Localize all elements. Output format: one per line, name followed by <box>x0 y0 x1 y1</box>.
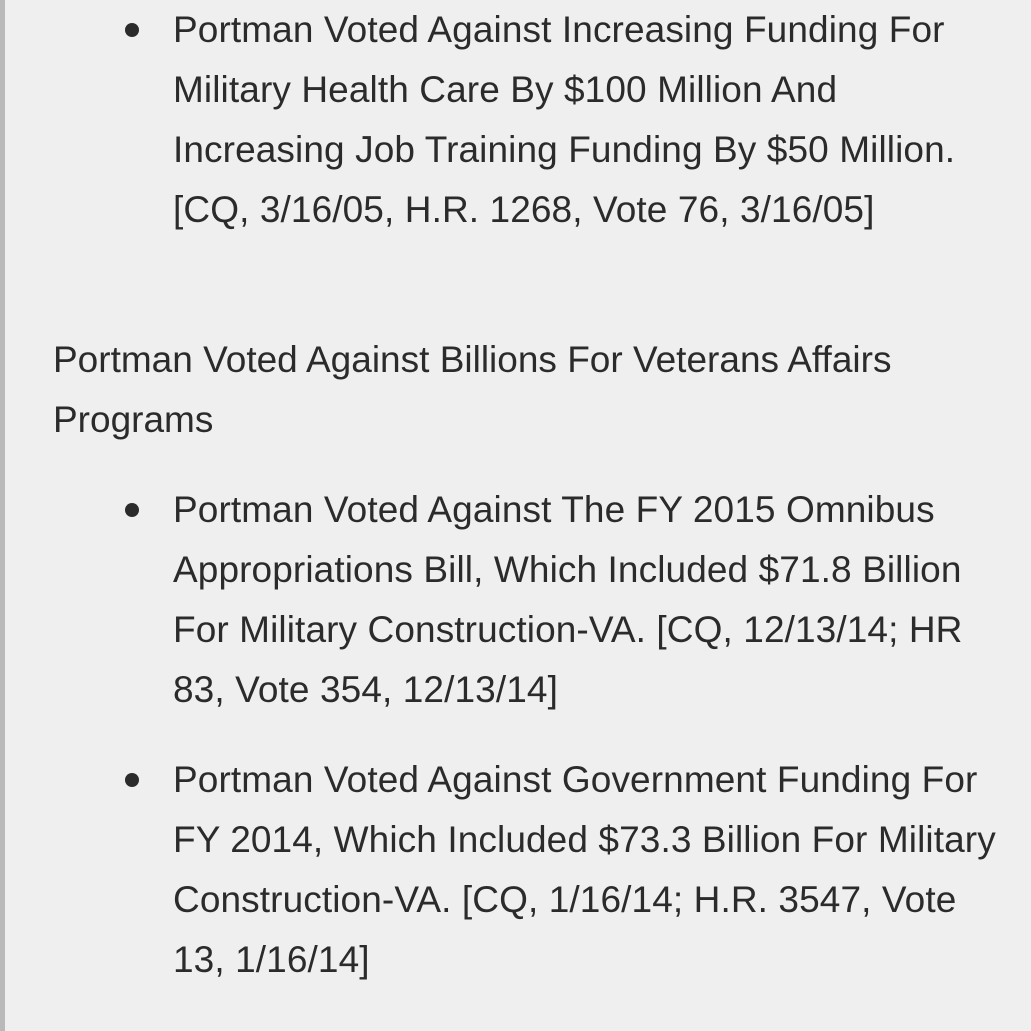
bullet-item-military-health-care <box>173 0 1003 240</box>
section-heading: Portman Voted Against Billions For Veterans Affairs Programs <box>53 339 892 440</box>
bullet-dot-icon <box>125 503 139 517</box>
bullet-item-fy2015-omnibus <box>173 480 1003 720</box>
bullet-text: Portman Voted Against The FY 2015 Omnibus Appropriations Bill, Which Included $71.8 Billion For Military Construction-VA. [CQ, 12/13/14; HR 83, Vote 354, 12/13/14] <box>173 489 963 710</box>
bullet-item-fy2014-funding <box>173 750 1003 990</box>
bullet-dot-icon <box>125 773 139 787</box>
bullet-dot-icon <box>125 23 139 37</box>
bullet-text: Portman Voted Against Increasing Funding For Military Health Care By $100 Million And Increasing Job Training Funding By $50 Million. [CQ, 3/16/05, H.R. 1268, Vote 76, 3/16/05] <box>173 9 956 230</box>
bullet-text: Portman Voted Against Government Funding For FY 2014, Which Included $73.3 Billion For Military Construction-VA. [CQ, 1/16/14; H.R. 3547, Vote 13, 1/16/14] <box>173 759 996 980</box>
